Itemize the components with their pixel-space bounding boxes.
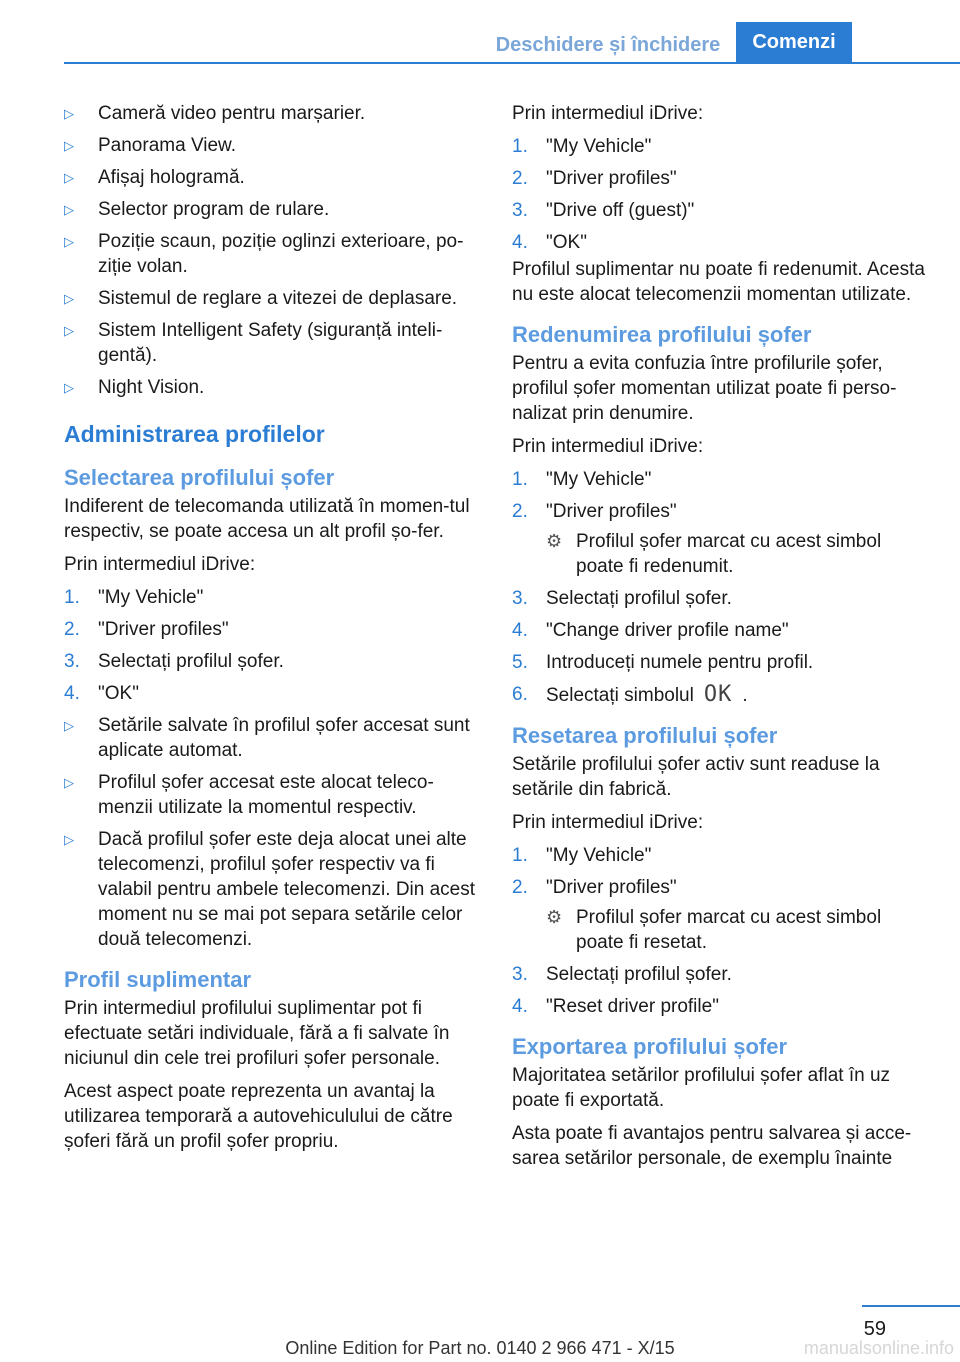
header-section-tab[interactable]: Deschidere și închidere (495, 33, 721, 56)
gear-icon: ⚙ (546, 531, 563, 551)
numbered-step: 5. Introduceți numele pentru profil. (512, 652, 814, 673)
footer-rule (862, 1305, 960, 1307)
bullet-item: ▷ Poziție scaun, poziție oglinzi exterioare, po-ziție volan. (64, 231, 464, 277)
right-column (512, 101, 930, 1179)
paragraph: Profilul suplimentar nu poate fi redenumit. Acesta nu este alocat telecomenzii momentan utilizate. (512, 259, 925, 305)
numbered-step: 4. "OK" (64, 683, 139, 704)
bullet-item: ▷ Dacă profilul șofer este deja alocat unei alte telecomenzi, profilul șofer respectiv va fi valabil pentru ambele telecomenzi. Din acest moment nu se mai pot separa setările celor două telecomenzi. (64, 829, 476, 950)
triangle-bullet-icon: ▷ (64, 323, 74, 338)
ok-symbol-icon: OK (703, 682, 733, 707)
symbol-note: ⚙ Profilul șofer marcat cu acest simbol poate fi resetat. (546, 907, 882, 953)
subsection-heading: Exportarea profilului șofer (512, 1034, 788, 1059)
numbered-step: 2. "Driver profiles" (512, 501, 677, 522)
numbered-step: 2. "Driver profiles" (512, 168, 677, 189)
paragraph: Acest aspect poate reprezenta un avantaj la utilizarea temporară a autovehiculului de către șoferi fără un profil șofer propriu. (64, 1081, 453, 1152)
subsection-heading: Resetarea profilului șofer (512, 723, 778, 748)
triangle-bullet-icon: ▷ (64, 138, 74, 153)
paragraph: Indiferent de telecomanda utilizată în momen-tul respectiv, se poate accesa un alt profil șo-fer. (64, 496, 470, 542)
bullet-item: ▷ Selector program de rulare. (64, 199, 330, 220)
numbered-step: 4. "OK" (512, 232, 587, 253)
page-number: 59 (863, 1318, 886, 1340)
paragraph: Prin intermediul iDrive: (512, 436, 704, 457)
subsection-heading: Profil suplimentar (64, 967, 252, 992)
paragraph: Majoritatea setărilor profilului șofer aflat în uz poate fi exportată. (512, 1065, 891, 1111)
triangle-bullet-icon: ▷ (64, 106, 74, 121)
paragraph: Prin intermediul iDrive: (512, 812, 704, 833)
numbered-step: 1. "My Vehicle" (512, 845, 652, 866)
section-heading: Administrarea profilelor (64, 421, 325, 447)
paragraph: Asta poate fi avantajos pentru salvarea și acce-sarea setărilor personale, de exemplu înainte (512, 1123, 912, 1169)
header-rule (64, 62, 960, 64)
bullet-item: ▷ Cameră video pentru marșarier. (64, 103, 366, 124)
triangle-bullet-icon: ▷ (64, 202, 74, 217)
paragraph: Setările profilului șofer activ sunt readuse la setările din fabrică. (512, 754, 880, 800)
bullet-item: ▷ Night Vision. (64, 377, 205, 398)
bullet-item: ▷ Afișaj hologramă. (64, 167, 245, 188)
header-chapter-tab[interactable]: Comenzi (736, 22, 852, 62)
numbered-step: 1. "My Vehicle" (512, 136, 652, 157)
numbered-step: 1. "My Vehicle" (64, 587, 204, 608)
subsection-heading: Selectarea profilului șofer (64, 465, 335, 490)
numbered-step: 4. "Change driver profile name" (512, 620, 789, 641)
numbered-step: 2. "Driver profiles" (64, 619, 229, 640)
triangle-bullet-icon: ▷ (64, 291, 74, 306)
bullet-item: ▷ Sistemul de reglare a vitezei de deplasare. (64, 288, 458, 309)
numbered-step: 3. Selectați profilul șofer. (512, 964, 732, 985)
bullet-item: ▷ Setările salvate în profilul șofer accesat sunt aplicate automat. (64, 715, 470, 761)
watermark: manualsonline.info (803, 1338, 954, 1358)
numbered-step: 1. "My Vehicle" (512, 469, 652, 490)
paragraph: Pentru a evita confuzia între profilurile șofer, profilul șofer momentan utilizat poate fi perso-nalizat prin denumire. (512, 353, 897, 424)
paragraph: Prin intermediul iDrive: (512, 103, 704, 124)
numbered-step: 4. "Reset driver profile" (512, 996, 719, 1017)
bullet-item: ▷ Sistem Intelligent Safety (siguranță inteli-gentă). (64, 320, 443, 366)
paragraph: Prin intermediul profilului suplimentar pot fi efectuate setări individuale, fără a fi salvate în niciunul din cele trei profiluri șofer personale. (64, 998, 450, 1069)
triangle-bullet-icon: ▷ (64, 380, 74, 395)
numbered-step: 6. Selectați simbolul OK . (512, 682, 748, 707)
triangle-bullet-icon: ▷ (64, 832, 74, 847)
numbered-step: 3. Selectați profilul șofer. (512, 588, 732, 609)
edition-footer: Online Edition for Part no. 0140 2 966 471 - X/15 (285, 1338, 675, 1358)
subsection-heading: Redenumirea profilului șofer (512, 322, 812, 347)
bullet-item: ▷ Panorama View. (64, 135, 237, 156)
numbered-step: 2. "Driver profiles" (512, 877, 677, 898)
left-column (64, 101, 482, 1162)
triangle-bullet-icon: ▷ (64, 775, 74, 790)
symbol-note: ⚙ Profilul șofer marcat cu acest simbol poate fi redenumit. (546, 531, 882, 577)
numbered-step: 3. Selectați profilul șofer. (64, 651, 284, 672)
numbered-step: 3. "Drive off (guest)" (512, 200, 695, 221)
triangle-bullet-icon: ▷ (64, 234, 74, 249)
paragraph: Prin intermediul iDrive: (64, 554, 256, 575)
triangle-bullet-icon: ▷ (64, 170, 74, 185)
triangle-bullet-icon: ▷ (64, 718, 74, 733)
bullet-item: ▷ Profilul șofer accesat este alocat teleco-menzii utilizate la momentul respectiv. (64, 772, 434, 818)
gear-icon: ⚙ (546, 907, 563, 927)
